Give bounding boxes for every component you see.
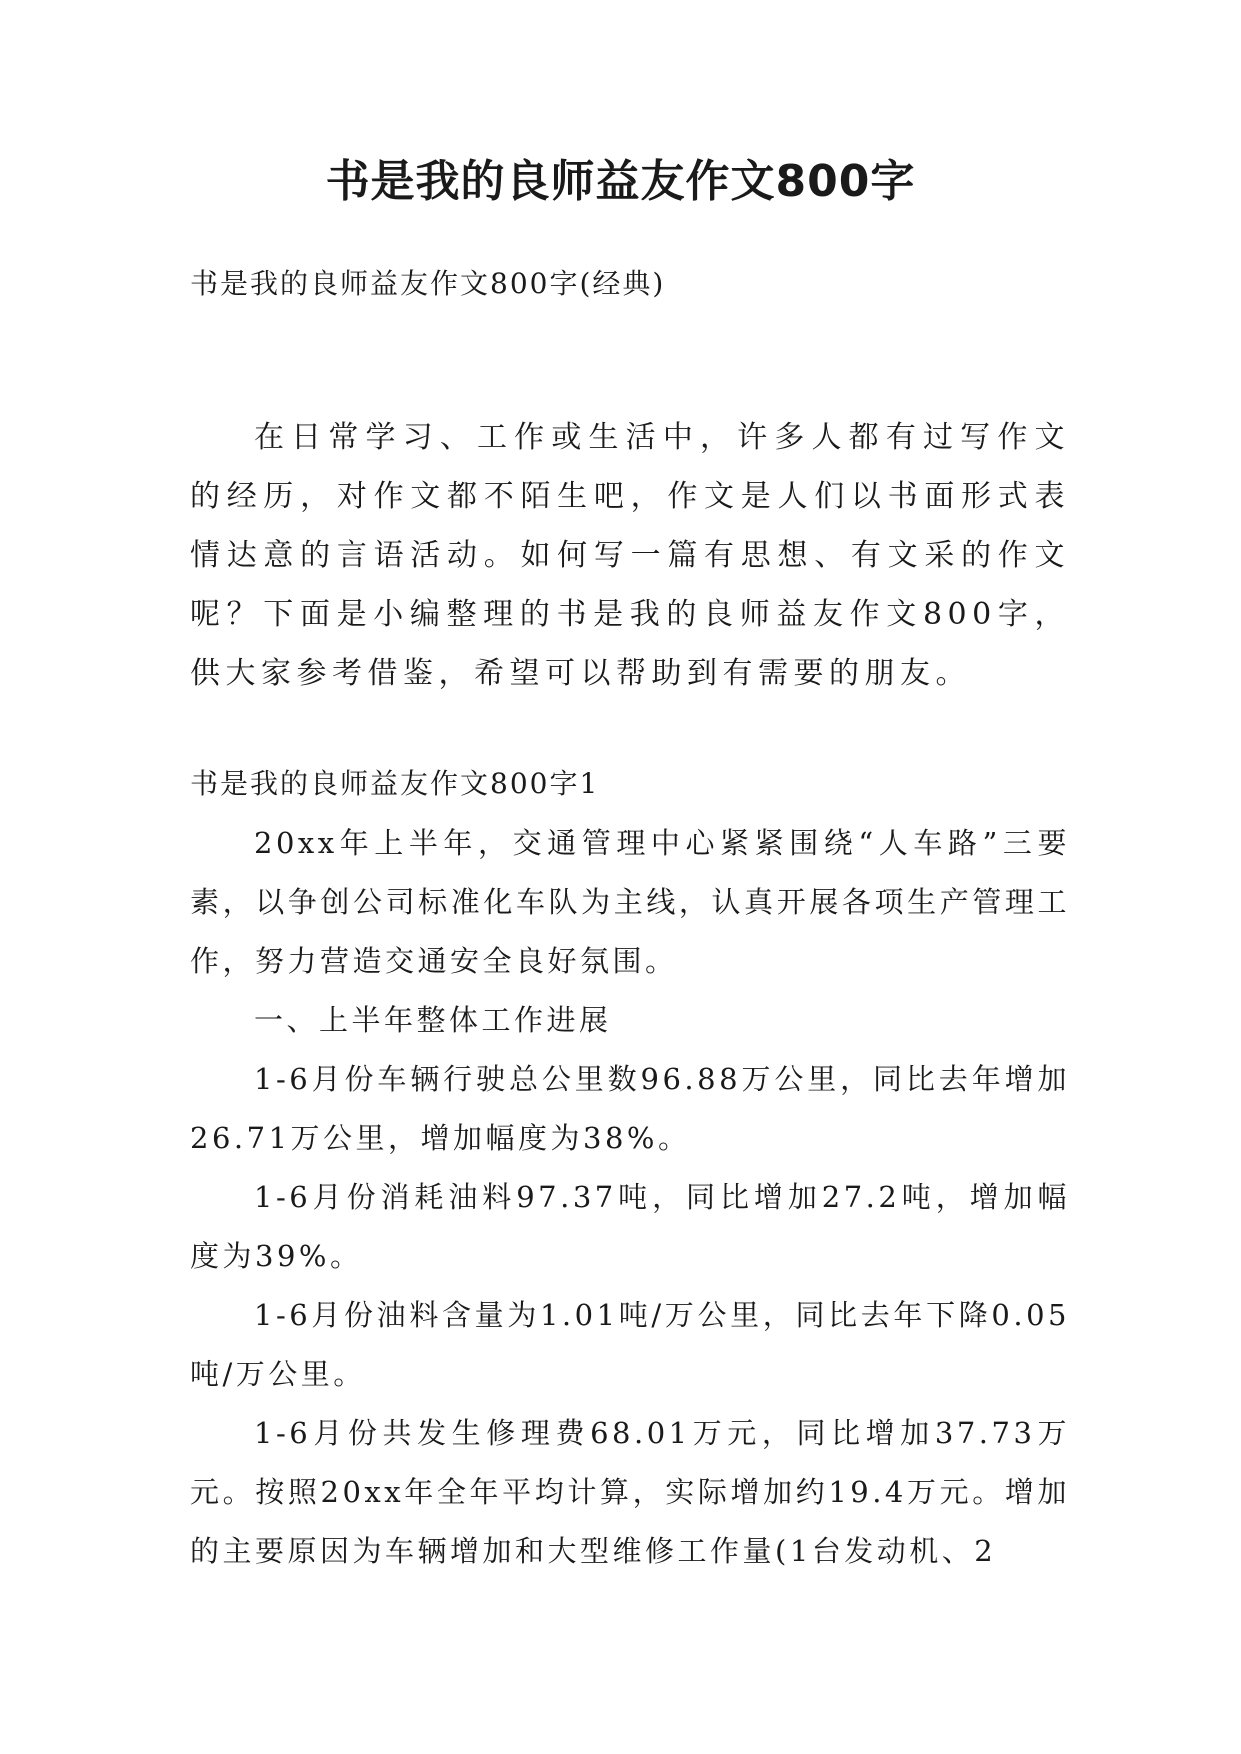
- body-text: [190, 814, 1070, 1581]
- body-paragraph: 1-6月份车辆行驶总公里数96.88万公里，同比去年增加26.71万公里，增加幅度为38%。: [190, 1062, 1070, 1155]
- document-title: 书是我的良师益友作文800字: [325, 156, 916, 207]
- body-paragraph: 1-6月份油料含量为1.01吨/万公里，同比去年下降0.05吨/万公里。: [190, 1298, 1070, 1391]
- body-paragraph: 1-6月份共发生修理费68.01万元，同比增加37.73万元。按照20xx年全年平均计算，实际增加约19.4万元。增加的主要原因为车辆增加和大型维修工作量(1台发动机、2: [190, 1416, 1070, 1568]
- body-paragraph: 20xx年上半年，交通管理中心紧紧围绕“人车路”三要素，以争创公司标准化车队为主线，认真开展各项生产管理工作，努力营造交通安全良好氛围。: [190, 826, 1070, 978]
- intro-paragraph: 在日常学习、工作或生活中，许多人都有过写作文的经历，对作文都不陌生吧，作文是人们以书面形式表情达意的言语活动。如何写一篇有思想、有文采的作文呢？下面是小编整理的书是我的良师益友作文800字，供大家参考借鉴，希望可以帮助到有需要的朋友。: [190, 420, 1070, 691]
- body-paragraph: 一、上半年整体工作进展: [254, 1003, 612, 1037]
- document-subtitle: 书是我的良师益友作文800字(经典): [190, 267, 666, 300]
- body-paragraph: 1-6月份消耗油料97.37吨，同比增加27.2吨，增加幅度为39%。: [190, 1180, 1070, 1273]
- section-heading: 书是我的良师益友作文800字1: [190, 767, 600, 800]
